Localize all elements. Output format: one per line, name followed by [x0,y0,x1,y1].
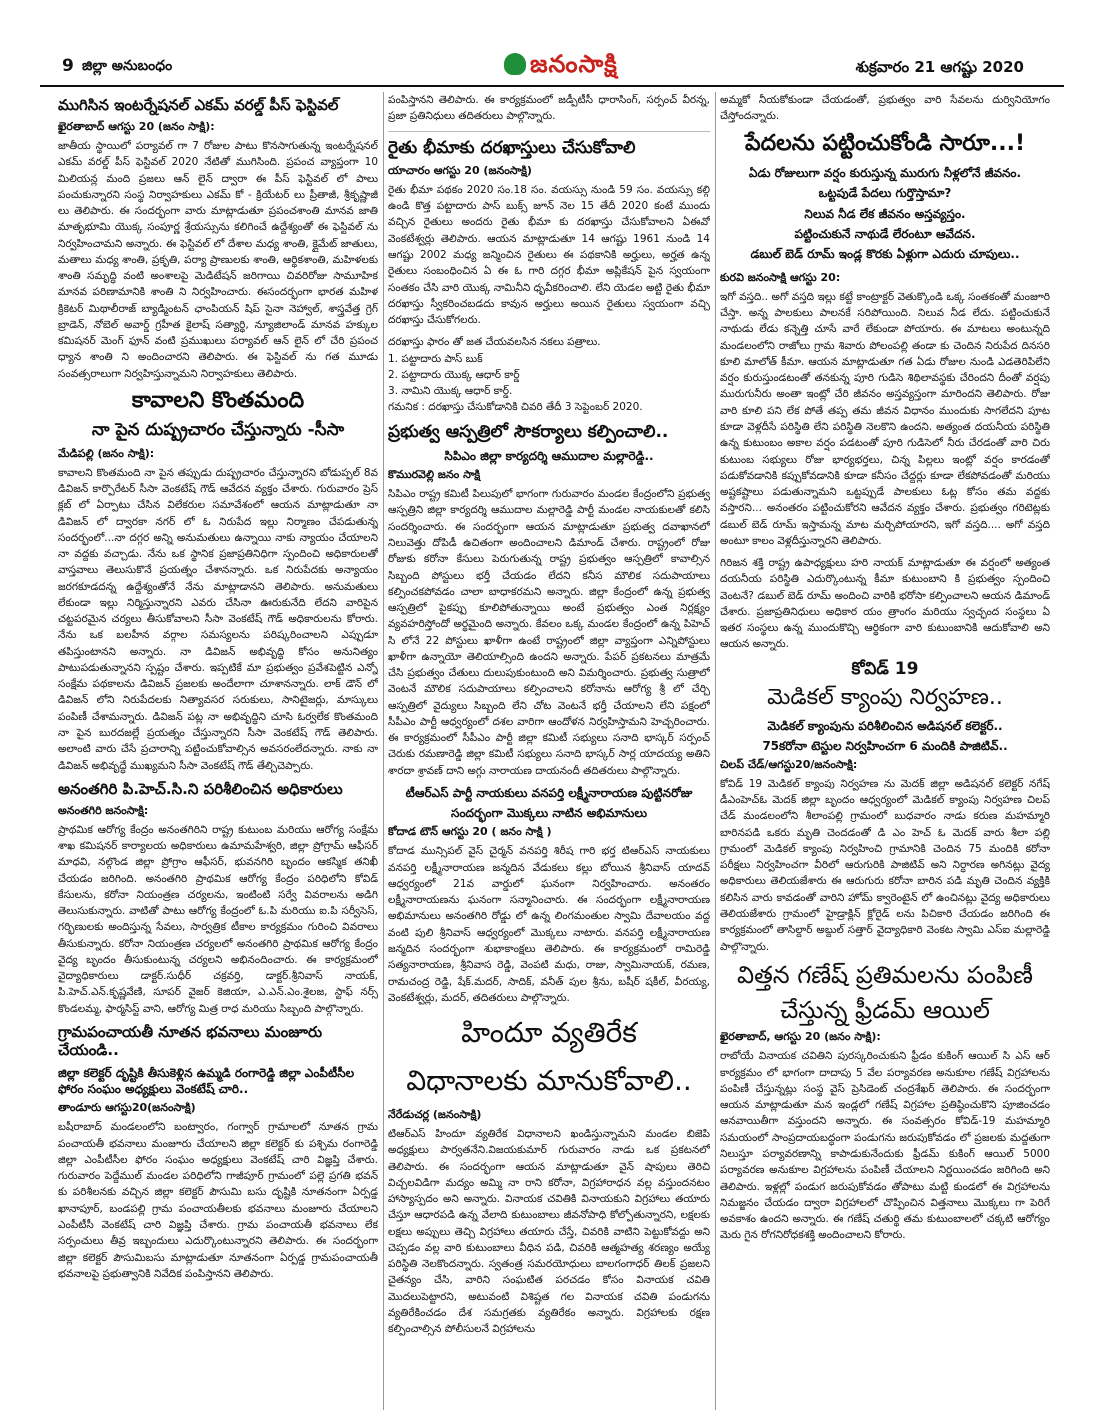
article-body: ప్రాథమిక ఆరోగ్య కేంద్రం అనంతగిరిని రాష్ట్ర కుటుంబ మరియు ఆరోగ్య సంక్షేమ శాఖ కమిషనర్ కార్యాలయ అధికారులు ఉమామహేశ్వరి, జిల్లా ప్రోగ్రామ్ ఆఫీసర్ మాధవి, నల్గొండ జిల్లా ప్రోగ్రాం ఆఫీసర్, భువనగిరి బృందం ఆకస్మిక తనిఖీ చేయడం జరిగింది. అనంతగిరి ప్రాథమిక ఆరోగ్య కేంద్రం పరిధిలోని కోవిడ్ కేసులను, కరోనా నియంత్రణ చర్యలను, ఇంటింటి సర్వే వివరాలను అడిగి తెలుసుకున్నారు. వాటితో పాటు ఆరోగ్య కేంద్రంలో ఓ.పి మరియు ఐ.పి సర్వీసెస్, గర్భిణులకు అందిస్తున్న సేవలు, సార్వత్రిక టీకాల కార్యక్రమం గురించి వివరాలు తీసుకున్నారు. కరోనా నియంత్రణ చర్యలలో అనంతగిరి ప్రాథమిక ఆరోగ్య కేంద్రం వైద్య బృందం తీసుకుంటున్న చర్యలని అభినందించారు. ఈ కార్యక్రమంలో వైద్యాధికారులు డాక్టర్.సుధీర్ చక్రవర్తి, డాక్టర్.శ్రీనివాస్ నాయక్, పి.హెచ్.ఎన్.కృష్ణవేణి, సూపర్ వైజర్ కెజియా, ఎ.ఎన్.ఎం.శైలజ, స్టాఫ్ నర్స్ కొండలమ్మ, ఫార్మసిస్ట్ వాని, ఆరోగ్య మిత్ర రాధ మరియు సిబ్బంది పాల్గొన్నారు. [58,823,378,1015]
article-dateline: మేడిపల్లి (జనం సాక్షి): [58,446,155,460]
highlight-line: పట్టించుకునే నాథుడే లేరంటూ ఆవేదన. [794,227,976,242]
article-body: బషీరాబాద్ మండలంలోని బంట్వారం, గంగ్వార్ గ్రామాలలో నూతన గ్రామ పంచాయతీ భవనాలు మంజూరు చేయాలని జిల్లా కలెక్టర్ కు పశ్చిమ రంగారెడ్డి జిల్లా ఎంపీటీసీల ఫోరం సంఘం అధ్యక్షులు వెంకటేష్ చారి విజ్ఞప్తి చేశారు. గురువారం పెద్దేముల్ మండల పరిధిలోని గాజీపూర్ గ్రామంలో పల్లె ప్రగతి భవన్ కు పరిశీలనకు వచ్చిన జిల్లా కలెక్టర్ పౌసుమి బసు దృష్టికి నూతనంగా ఏర్పడ్డ ఖానాపూర్, బండపల్లి గ్రామ పంచాయతీలకు భవనాలు మంజూరు చేయాలని ఎంపీటీసీ వెంకటేష్ చారి విజ్ఞప్తి చేశారు. గ్రామ పంచాయతీ భవనాలు లేక సర్పంచులు తీవ్ర ఇబ్బందులు ఎదుర్కొంటున్నారని తెలిపారు. ఈ సందర్భంగా జిల్లా కలెక్టర్ పౌసుమిబసు మాట్లాడుతూ నూతనంగా ఏర్పడ్డ గ్రామపంచాయతీ భవనాలపై ప్రభుత్వానికి నివేదిక పంపిస్తానని తెలిపారు. [58,1121,378,1280]
article-body: గిరిజన శక్తి రాష్ట్ర ఉపాధ్యక్షులు హరి నాయక్ మాట్లాడుతూ ఈ వర్షంలో అత్యంత దయనీయ పరిస్థితి ఎదుర్కొంటున్న కీమా కుటుంబాని కి ప్రభుత్వం స్పందించి వెంటనే? డబుల్ బెడ్ రూమ్ అందించి వారికి భరోసా కల్పించాలని ఆయన డిమాండ్ చేశారు. ప్రజాప్రతినిధులు అధికార యం త్రాంగం మరియు స్వచ్ఛంద సంస్థలు ఏ ఇతర సంస్థలు ఉన్న ముందుకొచ్చి ఆర్థికంగా వారి కుటుంబానికి ఆదుకోవాలి అని ఆయన అన్నారు. [720,557,1050,651]
article-body: కోదాడ మున్సిపల్ వైస్ చైర్మన్ వనపర్తి శిరీష గారి భర్త టిఆర్ఎస్ నాయకులు వనపర్తి లక్ష్మీనారాయణ జన్మదిన వేడుకలు కల్లు బోయిన శ్రీనివాస్ యాదవ్ ఆధ్వర్యంలో 21వ వార్డులో ఘనంగా నిర్వహించారు. అనంతరం లక్ష్మీనారాయణను ఘనంగా సన్మానించారు. ఈ సందర్భంగా లక్ష్మీనారాయణ అభిమానులు అనంతగిరి రోడ్డు లో ఉన్న లింగమంతుల స్వామి దేవాలయం వద్ద వంటి పులి శ్రీనివాస్ ఆధ్వర్యంలో మొక్కలు నాటారు. వనపర్తి లక్ష్మీనారాయణ జన్మదిన సందర్భంగా శుభాకాంక్షలు తెలిపారు. ఈ కార్యక్రమంలో రామిరెడ్డి సత్యనారాయణ, శ్రీనివాస రెడ్డి, వెంపటి మధు, రాజు, స్వామినాయక్, రమణ, రామచంద్ర రెడ్డి, షేక్.మదర్, సాదిక్, వనీత్ పుల శ్రీను, బషీర్ షకీల్, వీరయ్య, వెంకటేశ్వర్లు, మదర్, తదితరులు పాల్గొన్నారు. [388,845,710,1004]
article-body: రైతు భీమా పథకం 2020 సం.18 సం. వయస్సు నుండి 59 సం. వయస్సు కల్గి ఉండి కొత్త పట్టాదారు పాస్ బుక్స్ జూన్ నెల 15 తేదీ 2020 కంటే ముందు వచ్చిన రైతులు అందరు రైతు భీమా కు దరఖాస్తు చేసుకోవాలని ఏఈవో వెంకటేశ్వర్లు తెలిపారు. ఆయన మాట్లాడుతూ 14 ఆగష్టు 1961 నుండి 14 ఆగష్టు 2002 మధ్య జన్మించిన రైతులు ఈ పథకానికి అర్హులు, అర్హత ఉన్న రైతులు సంబంధించిన ఏ ఈ ఓ గారి దగ్గర భీమా అప్లికేషన్ పైన స్వయంగా సంతకం చేసి వారి యొక్క నామినీని ధృవీకరించాలి. లేని యెడల అట్టి రైతు భీమా దరఖాస్తు స్వీకరించబడదు కావున అర్హులు అయిన రైతులు స్వయంగా వచ్చి దరఖాస్తు చేసుకోగలరు. [388,183,710,327]
wheat-logo-icon [504,53,526,75]
article-highlights [720,163,1050,265]
article-subheadline: సిపిఎం జిల్లా కార్యదర్శి ఆముదాల మల్లారెడ్డి.. [444,449,654,464]
article-peace-festival [58,96,378,382]
masthead [40,52,1064,84]
article-dateline: చిలప్ చేడ్/ఆగస్టు20/జనంసాక్షి: [720,757,858,771]
column-3 [720,92,1050,1410]
article-body: కోవిడ్ 19 మెడికల్ క్యాంపు నిర్వహణ ను మెదక్ జిల్లా అడిషనల్ కలెక్టర్ నగేష్ డీఎంహెచ్ఓ మెదక్ జిల్లా బృందం ఆధ్వర్యంలో మెడికల్ క్యాంపు నిర్వహణ చిలప్ చేడ్ మండలంలోని శీలాంపల్లి గ్రామంలో బుధవారం నాడు కరుణ మహమ్మారి బారినపడి ఒకరు మృతి చెందడంతో డి ఎం హెచ్ ఓ మెదక్ వారు శీలా పల్లి గ్రామంలో మెడికల్ క్యాంపు నిర్వహించి గ్రామానికి చెందిన 75 మందికి కరోనా పరీక్షలు నిర్వహించగా వీరిలో ఆరుగురికి పాజిటివ్ అని నిర్ధారణ అగినట్లు వైద్య అధికారులు తెలియజేశారు ఈ ఆరుగురు కరోనా బారిన పడి మృతి చెందిన వ్యక్తికి కలిసిన వారు కావడంతో వారిని హోమ్ క్వారెంటైన్ లో ఉంచినట్లు వైద్య అధికారులు తెలియజేశారు గ్రామంలో హైడ్రాక్లిన్ క్లోరైడ్ లను పిచికారి చేయడం జరిగింది ఈ కార్యక్రమంలో తాసిల్దార్ అబ్దుల్ సత్తార్ వైద్యాధికారి వెంకట స్వామి ఎస్ఐ మల్లారెడ్డి పాల్గొన్నారు. [720,777,1050,953]
article-dateline: యాచారం ఆగస్టు 20 (జనంసాక్షి) [388,163,532,177]
issue-date: శుక్రవారం 21 ఆగష్టు 2020 [855,58,1024,76]
highlight-line: ఒట్టపుడే పేదలు గుర్తొస్తామా? [818,186,952,201]
page-number: 9 [62,56,74,76]
article-headline-line1: హిందూ వ్యతిరేక [461,1016,637,1050]
article-separator [388,131,710,132]
article-dateline: ఖైరతాబాద్, ఆగస్టు 20 (జనం సాక్షి): [720,1030,881,1044]
article-headline: టీఆర్ఎస్ పార్టీ నాయకులు వనపర్తి లక్ష్మీనారాయణ పుట్టినరోజు [405,786,693,800]
article-dateline: అనంతగిరి జనంసాక్షి: [58,803,149,817]
article-headline-line2: నా పైన దుష్ప్రచారం చేస్తున్నారు -సీసా [91,420,345,441]
article-body: జాతీయ స్థాయిలో పర్యావల్ గా 7 రోజుల పాటు కొనసాగుతున్న ఇంటర్నేషనల్ ఎకమ్ వరల్డ్ పీస్ ఫెస్టివల్ 2020 నేటితో ముగిసింది. ప్రపంచ వ్యాప్తంగా 10 మిలియన్ల మంది ప్రజలు ఆన్ లైన్ ద్వారా ఈ పీస్ ఫెస్టివల్ లో పాలు పంచుకున్నారని సంస్థ నిర్వాహకులు ఎకమ్ కో - క్రియేటర్ లు ప్రీతాజీ, శ్రీకృష్ణాజీ లు తెలిపారు. ఈ సందర్భంగా వారు మాట్లాడుతూ ప్రపంచశాంతి మానవ జాతి మాతృభూమి యొక్క సంపూర్ణ శ్రేయస్సును కలిగించే ఉద్దేశ్యంతో ఈ ఫెస్టివల్ ను నిర్వహించామని అన్నారు. ఈ ఫెస్టివల్ లో దేశాల మధ్య శాంతి, క్లైమేట్ జాతులు, మతాలు మధ్య శాంతి, ప్రకృతి, పర్యా ప్రాణులకు శాంతి, ఆర్థికశాంతి, మహిళలకు శాంతి సమృద్ధి వంటి అంశాలపై మెడిటేషన్ జరిగాయి చివరిరోజు సామూహిక మానవ పరిణామానికి శాంతి ని నిర్వహించారు. ఈసందర్భంగా భారత మహిళ క్రికెటర్ మిథాలీరాజ్ బ్యాడ్మింటన్ ఛాంపియన్ షిప్ సైనా నెహ్వాల్, శాస్త్రవేత్త గ్రెగ్ బ్రాడెన్, నోబెల్ అవార్డ్ గ్రహీత కైలాష్ సత్యార్థి, న్యూజిలాండ్ మానవ హక్కుల కమిషనర్ మెంగ్ ఫూన్ వంటి ప్రముఖులు పర్యావల్ ఆన్ లైన్ లో చేరి ప్రపంచ ధ్యాన శాంతి ని అందించారని తెలిపారు. ఈ ఫెస్టివల్ ను గత మూడు సంవత్సరాలుగా నిర్వహిస్తున్నామని నిర్వాహకులు తెలిపారు. [58,140,378,380]
article-dateline: తాండూరు ఆగస్టు20(జనంసాక్షి) [58,1101,196,1115]
list-item: 2. పట్టాదారు యొక్క ఆధార్ కార్డ్ [388,368,520,381]
list-note: గమనిక : దరఖాస్తు చేసుకోడానికి చివరి తేదీ 3 సెప్టెంబర్ 2020. [388,401,643,414]
article-subheadline: సందర్భంగా మొక్కలు నాటిన అభిమానులు [451,806,647,821]
article-headline: గ్రామపంచాయతీ నూతన భవనాలు మంజూరు చేయండి.. [58,1023,323,1059]
article-govt-hospital [388,422,710,779]
list-item: 1. పట్టాదారు పాస్ బుక్ [388,352,483,365]
article-headline-line1: కావాలని కొంతమంది [131,387,305,413]
article-dateline: నేరేడుచర్ల (జనంసాక్షి) [388,1108,482,1122]
article-headline: ప్రభుత్వ ఆస్పత్రిలో సౌకర్యాలు కల్పించాలి.. [388,421,669,442]
article-headline-line2: చేస్తున్న ఫ్రీడమ్ ఆయిల్ [780,995,990,1024]
masthead-rule [40,85,1064,87]
article-headline: పేదలను పట్టించుకోండి సారూ...! [744,130,1026,156]
article-headline: అనంతగిరి పి.హెచ్.సి.ని పరిశీలించిన అధికారులు [58,779,343,798]
article-subheadline-line2: 75కరోనా టెస్టుల నిర్వహించగా 6 మందికి పాజిటివ్.. [762,738,1008,753]
article-anantagiri-phc [58,780,378,1017]
section-name: జిల్లా అనుబంధం [82,58,173,74]
article-continuation: పంపిస్తానని తెలిపారు. ఈ కార్యక్రమంలో జడ్పీటీసీ ధారాసింగ్, సర్పంచ్ వీరన్న, ప్రజా ప్రతినిధులు తదితరులు పాల్గొన్నారు. [388,94,710,123]
article-dateline: కురవి జనంసాక్షి ఆగస్టు 20: [720,270,841,284]
article-poor-families [720,131,1050,653]
article-body: సిపిఎం రాష్ట్ర కమిటీ పిలుపులో భాగంగా గురువారం మండల కేంద్రంలోని ప్రభుత్వ ఆస్పత్రిని జిల్లా కార్యదర్శి ఆముదాల మల్లారెడ్డి పార్టీ మండల నాయకులతో కలిసి సందర్శించారు. ఈ సందర్భంగా ఆయన మాట్లాడుతూ ప్రభుత్వ దవాఖానలో నిలువెత్తు దోపిడీ ఉచితంగా అందించాలని డిమాండ్ చేశారు. రాష్ట్రంలో రోజు రోజుకు కరోనా కేసులు పెరుగుతున్న రాష్ట్ర ప్రభుత్వం ఆస్పత్రిలో కావాల్సిన సిబ్బంది పోస్టులు భర్తీ చేయడం లేదని కనీస మౌలిక సదుపాయాలు కల్పించకపోవడం చాలా బాధాకరమని అన్నారు. జిల్లా కేంద్రంలో ఉన్న ప్రభుత్వ ఆస్పత్రిలో పైకప్పు కూలిపోతున్నాయి అంటే ప్రభుత్వం ఎంత నిర్లక్ష్యం వ్యవహరిస్తోందో అర్థమైంది అన్నారు. కేవలం ఒక్క మండల కేంద్రంలో ఉన్న పిహెచ్ సి లోనే 22 పోస్టులు ఖాళీగా ఉంటే రాష్ట్రంలో జిల్లా వ్యాప్తంగా ఎన్నిపోస్టులు ఖాళీగా ఉన్నాయో తెలియాల్సింది ఉందని అన్నారు. పేపర్ ప్రకటనలు మాత్రమే చేసి ప్రభుత్వం చేతులు దులుపుకుంటుంది అని విమర్శించారు. ప్రభుత్వ సుత్రాలో వెంటనే మౌలిక సదుపాయాలు కల్పించాలని కరోనాను ఆరోగ్య శ్రీ లో చేర్చి ఆస్పత్రిలో వైద్యులు సిబ్బంది లేని చోట వెంటనే భర్తీ చేయాలని లేని పక్షంలో సీపీఎం పార్టీ ఆధ్వర్యంలో దశల వారిగా ఆందోళన నిర్వహిస్తామని హెచ్చరించారు. ఈ కార్యక్రమంలో సీపీఎం పార్టీ జిల్లా కమిటీ సభ్యులు సనాది భాస్కర్ సర్పంచ్ చెరుకు రమణారెడ్డి జిల్లా కమిటీ సభ్యులు సనాది భాస్కర్ సార్ల యాదయ్య అతిని శారదా శ్రావణ్ దాని అగ్గు నారాయణ దాయనందీ తదితరులు పాల్గొన్నారు. [388,488,710,777]
article-ganesh-idols [720,961,1050,1244]
column-divider [383,92,384,1410]
article-subheadline-line1: మెడికల్ క్యాంపును పరిశీలించిన అడిషనల్ కలెక్టర్.. [767,718,1003,733]
article-hindu-policies [388,1012,710,1337]
article-dateline: కోదాడ టౌన్ ఆగస్టు 20 ( జనం సాక్షి ) [388,825,552,839]
list-intro: దరఖాస్తు ఫారం తో జత చేయవలసిన నకలు పత్రాలు. [388,336,601,349]
article-rythu-bheema [388,138,710,416]
article-headline-line2: విధానాలకు మానుకోవాలి.. [406,1064,692,1098]
article-continuation: అమ్మకో నీయకోకుండా చేయడంతో, ప్రభుత్వం వారి సేవలను దుర్వినియోగం చేస్తోందన్నారు. [720,94,1050,123]
article-body: ఇగో వస్తది.. అగో వస్తది ఇల్లు కట్టే కాంట్రాక్టర్ వెతుక్కొండి ఒక్క సంతకంతో మంజూరి చేస్తా. అన్న పాలకులు పాలనకే సరిపోయింది. నిలువ నీడ లేదు. పట్టించుకునే నాథుడు లేడు కన్నెత్తి చూసే వారే లేకుండా పోయారు. ఈ మాటలు అంటున్నది మండలంలోని రాజోలు గ్రామ శివారు పోలంపల్లి తండా కు చెందిన నిరుపేద దినసరి కూలి మాలోత్ కీమా. ఆయన మాట్లాడుతూ గత ఏడు రోజుల నుండి ఎడతెరిపిలేని వర్షం కురుస్తుండటంతో తనకున్న పూరి గుడిసె శిథిలావస్థకు చేరిందని దీంతో వర్షపు మురుగునీరు అంతా ఇంట్లో చేరి జీవనం అస్తవ్యస్తంగా మారిందని తెలిపారు. రోజు వారి కూలి పని లేక పోతే తప్ప తమ జీవన విధానం ముందుకు సాగలేదని పూట కూడా వెళ్లదీసే పరిస్థితి లేని పరిస్థితి నెలకొని ఉందని. అత్యంత దయనీయ పరిస్థితి ఉన్న కుటుంబం అకాల వర్షం పడటంతో పూరి గుడిసెలో నీరు చేరడంతో వారి చిరు కుటుంబ సభ్యులు రోజు భార్యభర్తలు, చిన్న పిల్లలు ఇంట్లో వర్షం కారడంతో పడుకోవడానికి కప్పుకోవడానికి కూడా కనీసం చేద్దర్లు కూడా లేకపోవడంతో మరియు అష్టకష్టాలు పడుతున్నామని ఒట్టప్పుడే పాలకులు ఓట్ల కోసం తమ వద్దకు వస్తారని... అనంతరం పట్టించుకోరని ఆవేదన వ్యక్తం చేశారు. ప్రభుత్వం గరిటెట్లకు డబుల్ బెడ్ రూమ్ ఇస్తామన్న మాట మర్చిపోయారని, ఇగో వస్తది.... అగో వస్తది అంటూ కాలం వెళ్లదీస్తున్నారని తెలిపారు. [720,290,1050,547]
highlight-line: ఏడు రోజులుగా వర్షం కురుస్తున్న మురుగు నీళ్లలోనే జీవనం. [748,165,1022,180]
article-headline-line1: విత్తన గణేష్ ప్రతిమలను పంపిణీ [737,960,1033,989]
article-gram-panchayat [58,1023,378,1282]
highlight-line: నిలువ నీడ లేక జీవనం అస్తవ్యస్తం. [804,206,966,221]
article-body: కావాలని కొంతమంది నా పైన తప్పుడు దుష్ప్రచారం చేస్తున్నారని బోడుప్పల్ 8వ డివిజన్ కార్పొరేటర్ సీసా వెంకటేష్ గౌడ్ ఆవేదన వ్యక్తం చేశారు. గురువారం ప్రెస్ క్లబ్ లో ఏర్పాటు చేసిన విలేకరుల సమావేశంలో ఆయన మాట్లాడుతూ నా డివిజన్ లో ద్వారకా నగర్ లో ఓ నిరుపేద ఇల్లు నిర్మాణం చేపడుతున్న సందర్భంలో...నా దగ్గర అన్ని అనుమతులు ఉన్నాయి నాకు న్యాయం చేయాలని నా వద్దకు వచ్చాడు. నేను ఒక స్థానిక ప్రజాప్రతినిధిగా స్పందించి అధికారులతో వాస్తవాలు తెలుసుకొనే ప్రయత్నం చేశానన్నారు. ఒక నిరుపేదకు అన్యాయం జరగకూడదన్న ఉద్దేశ్యంతోనే నేను మాట్లాడానని తెలిపారు. అనుమతులు లేకుండా ఇల్లు నిర్మిస్తున్నారని ఎవరు చేసినా ఊరుకునేది లేదని వారిపైన చట్టపరమైన చర్యలు తీసుకోవాలని సీసా వెంకటేష్ గౌడ్ అధికారులను కోరారు. నేను ఒక బలహీన వర్గాల సమస్యలను పరిష్కరించాలని ఎప్పుడూ తపిస్తుంటానని అన్నారు. నా డివిజన్ అభివృద్ధి కోసం అనునిత్యం పాటుపడుతున్నానని స్పష్టం చేశారు. ఇప్పటికే మా ప్రభుత్వం ప్రవేశపెట్టిన ఎన్నో సంక్షేమ పథకాలను డివిజన్ ప్రజలకు అందేలాగా చూశానన్నారు. లాక్ డౌన్ లో డివిజన్ లోని నిరుపేదలకు నిత్యావసర సరుకులు, సానిటైజర్లు, మాస్కులు పంపిణీ చేశామన్నారు. డివిజన్ పట్ల నా అభివృద్ధిని చూసి ఓర్వలేక కొంతమంది నా పైన బురదజల్లే ప్రయత్నం చేస్తున్నారని సీసా వెంకటేష్ గౌడ్ తెలిపారు. అలాంటి వారు చేసే ప్రచారాన్ని పట్టించుకోవాల్సిన అవసరంలేదన్నారు. నాకు నా డివిజన్ అభివృద్ధే ముఖ్యమని సీసా వెంకటేష్ గౌడ్ తేల్చిచెప్పారు. [58,466,378,772]
article-headline: ముగిసిన ఇంటర్నేషనల్ ఎకమ్ వరల్డ్ పీస్ ఫెస్టివల్ [58,96,339,114]
documents-list [388,334,710,415]
article-body: టిఆర్ఎస్ హిందూ వ్యతిరేక విధానాలని ఖండిస్తున్నామని మండల బిజెపి అధ్యక్షులు పార్వతనేని.విజయకుమార్ గురువారం నాడు ఒక ప్రకటనలో తెలిపారు. ఈ సందర్భంగా ఆయన మాట్లాడుతూ వైన్ షాపులు తెరిచి విచ్చలవిడిగా మద్యం అమ్మి నా రాని కరోనా, విగ్రహారాధన వల్ల వస్తుందనటం హాస్యాస్పదం అని అన్నారు. వినాయక చవితికి వినాయకుని విగ్రహాలు తయారు చేస్తూ ఆధారపడి ఉన్న వేలాది కుటుంబాలు జీవనోపాధి కోల్పోతున్నారని, లక్షలకు లక్షలు అప్పులు తెచ్చి విగ్రహాలు తయారు చేస్తే, చివరికి వాటిని పెట్టుకోవద్దు అని చెప్పడం వల్ల వారి కుటుంబాలు వీధిన పడి, చివరికి ఆత్మహత్య శరణ్యం అయ్యే పరిస్థితి నెలకొందన్నారు. స్వతంత్ర సమరయోధులు బాలగంగాధర్ తిలక్ ప్రజలని చైతన్యం చేసి, వారిని సంఘటిత పరచడం కోసం వినాయక చవితి మొదలుపెట్టారని, అటువంటి విశిష్టత గల వినాయక చవితి పండుగను వ్యతిరేకించడం దేశ సమగ్రతకు వ్యతిరేకం అన్నారు. విగ్రహాలకు రక్షణ కల్పించాల్సిన పోలీసులనే విగ్రహాలను [388,1128,710,1336]
logo-text: జనంసాక్షి [530,50,618,78]
column-divider [715,92,716,1410]
article-headline: రైతు భీమాకు దరఖాస్తులు చేసుకోవాలి [388,137,636,158]
article-seesa-statement [58,388,378,774]
article-kicker: కోవిడ్ 19 [851,658,919,679]
article-headline: మెడికల్ క్యాంపు నిర్వహణ.. [767,685,1003,711]
article-body: రాబోయే వినాయక చవితిని పురస్కరించుకుని ఫ్రీడం కుకింగ్ ఆయిల్ సి ఎస్ ఆర్ కార్యక్రమం లో భాగంగా దాదాపు 5 వేల పర్యావరణ అనుకూల గణేష్ విగ్రహాలను పంపిణీ చేస్తున్నట్లు సంస్థ వైస్ ప్రెసిడెంట్ చంద్రశేఖర్ తెలిపారు. ఈ సందర్భంగా ఆయన మాట్లాడుతూ మన ఇండ్లలో గణేష్ విగ్రహాల ప్రతిష్ఠించుకొని పూజించడం ఆనవాయితీగా వస్తుందని అన్నారు. ఈ సంవత్సరం కోవిడ్-19 మహమ్మారి సమయంలో సాంప్రదాయబద్ధంగా పండుగను జరుపుకోవడం లో ప్రజలకు మద్దతుగా నిలుస్తూ పర్యావరణాన్ని కాపాడుకునేందుకు ఫ్రీడమ్ కుకింగ్ ఆయిల్ 5000 పర్యావరణ అనుకూల విగ్రహాలను పంపిణీ చేయాలని నిర్ణయించడం జరిగింది అని తెలిపారు. ఇళ్లల్లో పండుగ జరుపుకోవడం తోపాటు మట్టి కుండలో ఈ విగ్రహాలను నిమజ్జనం చేయడం ద్వారా విగ్రహాలలో చొప్పించిన విత్తనాలు మొక్కలు గా పెరిగే అవకాశం ఉందని అన్నారు. ఈ గణేష్ చతుర్థి తమ కుటుంబాలలో చక్కటి ఆరోగ్యం మెరు గైన రోగనిరోధకశక్తి అందించాలని కోరారు. [720,1050,1050,1242]
article-dateline: ఖైరతాబాద్ ఆగస్టు 20 (జనం సాక్షి): [58,120,215,133]
article-trs-birthday [388,785,710,1006]
newspaper-logo [504,50,618,84]
highlight-line: డబుల్ బెడ్ రూమ్ ఇండ్ల కొరకు ఏళ్లుగా ఎదురు చూపులు.. [750,247,1020,262]
column-2 [388,92,710,1410]
column-1 [58,92,378,1410]
article-covid-camp [720,659,1050,955]
article-subheadline: జిల్లా కలెక్టర్ దృష్టికి తీసుకెళ్లిన ఉమ్మడి రంగారెడ్డి జిల్లా ఎంపీటీసీల ఫోరం సంఘం అధ్యక్షులు వెంకటేష్ చారి.. [58,1066,355,1097]
article-dateline: కొమురవెల్లి జనం సాక్షి [388,468,481,482]
list-item: 3. నామిని యొక్క ఆధార్ కార్డ్. [388,385,513,398]
